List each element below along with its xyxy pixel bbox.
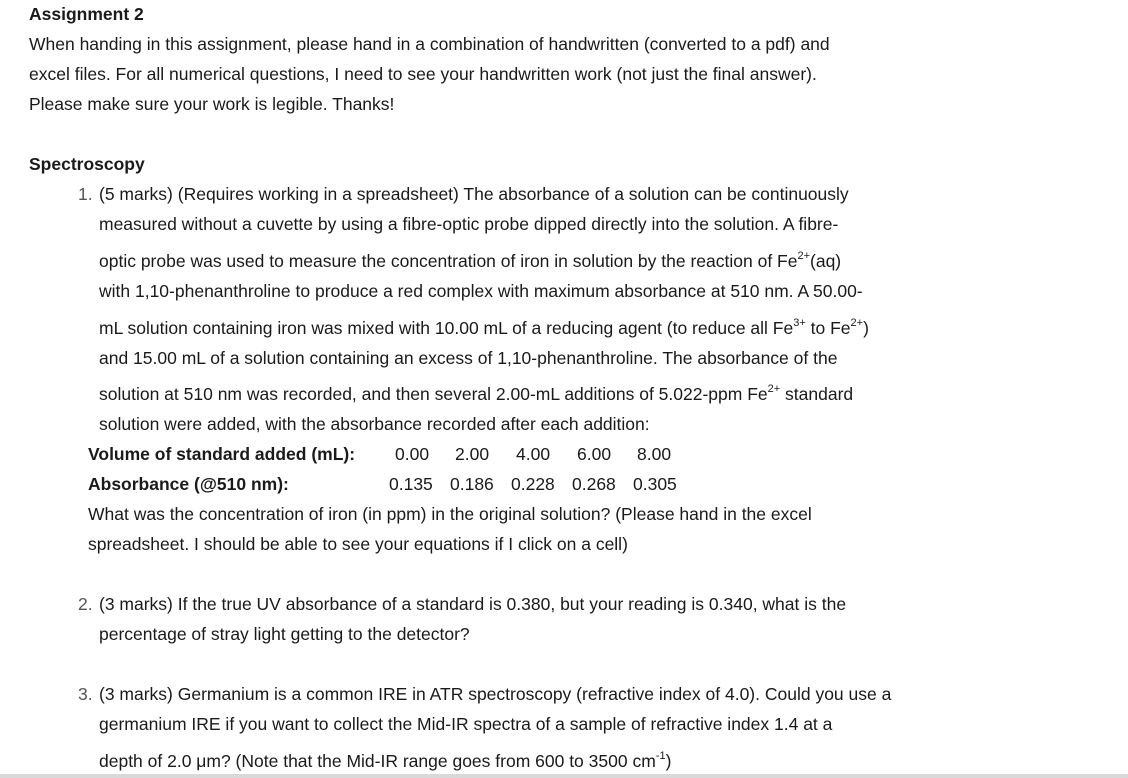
q1-line-3-tail: (aq)	[810, 251, 842, 271]
q1-question-line-1: What was the concentration of iron (in ppm) in the original solution? (Please hand in the excel	[88, 504, 812, 524]
absorbance-value: 0.268	[572, 474, 616, 494]
q1-line-7-text: solution at 510 nm was recorded, and then several 2.00-mL additions of 5.022-ppm Fe	[99, 384, 768, 404]
q3-line-3	[99, 750, 671, 772]
q1-line-5-tail: )	[863, 318, 869, 338]
intro-line-3: Please make sure your work is legible. Thanks!	[29, 94, 395, 114]
q1-line-5-mid: to Fe	[805, 318, 851, 338]
q2-line-1: (3 marks) If the true UV absorbance of a standard is 0.380, but your reading is 0.340, what is the	[99, 594, 847, 614]
intro-line-1: When handing in this assignment, please hand in a combination of handwritten (converted to a pdf) and	[29, 34, 830, 54]
absorbance-value: 0.228	[511, 474, 555, 494]
q3-line-3-tail: )	[665, 751, 672, 771]
q1-line-5-sup-1: 3+	[793, 317, 806, 329]
q1-line-5-text: mL solution containing iron was mixed with 10.00 mL of a reducing agent (to reduce all Fe	[99, 318, 794, 338]
absorbance-value: 0.186	[450, 474, 494, 494]
q2-line-2: percentage of stray light getting to the detector?	[99, 624, 470, 644]
q3-line-2: germanium IRE if you want to collect the Mid-IR spectra of a sample of refractive index 1.4 at a	[99, 714, 833, 734]
q3-number: 3.	[78, 684, 93, 704]
q1-line-4: with 1,10-phenanthroline to produce a red complex with maximum absorbance at 510 nm. A 50.00-	[99, 281, 863, 301]
q1-line-7	[99, 383, 853, 405]
q1-line-8: solution were added, with the absorbance recorded after each addition:	[99, 414, 650, 434]
q1-line-1: (5 marks) (Requires working in a spreadsheet) The absorbance of a solution can be continuously	[99, 184, 849, 204]
volume-label: Volume of standard added (mL):	[88, 444, 356, 464]
absorbance-value: 0.305	[633, 474, 677, 494]
volume-value: 2.00	[455, 444, 490, 464]
section-title: Spectroscopy	[29, 154, 145, 174]
page-bottom-divider	[0, 774, 1128, 778]
q3-line-1: (3 marks) Germanium is a common IRE in ATR spectroscopy (refractive index of 4.0). Could you use a	[99, 684, 892, 704]
q1-question-line-2: spreadsheet. I should be able to see your equations if I click on a cell)	[88, 534, 628, 554]
volume-value: 6.00	[577, 444, 612, 464]
volume-value: 4.00	[516, 444, 551, 464]
volume-value: 0.00	[395, 444, 430, 464]
q3-line-3-sup: -1	[655, 750, 666, 762]
q1-line-5	[99, 317, 869, 339]
q3-line-3-text: depth of 2.0 μm? (Note that the Mid-IR range goes from 600 to 3500 cm	[99, 751, 656, 771]
page-title: Assignment 2	[29, 4, 144, 24]
absorbance-label: Absorbance (@510 nm):	[88, 474, 289, 494]
q1-line-6: and 15.00 mL of a solution containing an excess of 1,10-phenanthroline. The absorbance of the	[99, 348, 838, 368]
q1-line-7-tail: standard	[780, 384, 854, 404]
intro-line-2: excel files. For all numerical questions, I need to see your handwritten work (not just the final answer).	[29, 64, 817, 84]
q1-number: 1.	[78, 184, 93, 204]
q1-line-3	[99, 250, 841, 272]
q1-line-3-text: optic probe was used to measure the concentration of iron in solution by the reaction of Fe	[99, 251, 798, 271]
q1-line-7-sup: 2+	[767, 383, 781, 395]
q1-line-2: measured without a cuvette by using a fibre-optic probe dipped directly into the solution. A fibre-	[99, 214, 839, 234]
q1-line-5-sup-2: 2+	[850, 317, 864, 329]
volume-value: 8.00	[637, 444, 672, 464]
q1-line-3-sup: 2+	[797, 250, 811, 262]
q2-number: 2.	[78, 594, 93, 614]
absorbance-value: 0.135	[389, 474, 433, 494]
